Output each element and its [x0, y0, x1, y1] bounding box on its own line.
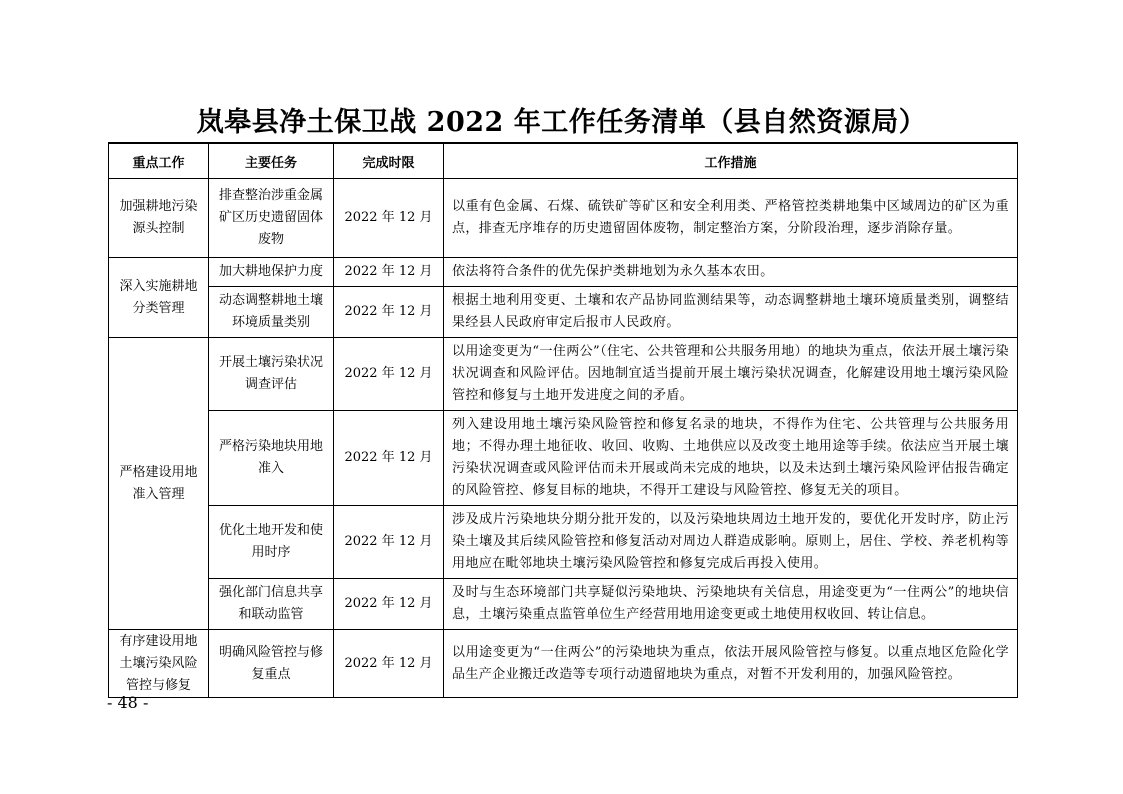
- measure-cell: 依法将符合条件的优先保护类耕地划为永久基本农田。: [444, 258, 1018, 287]
- table-row: [109, 579, 1018, 630]
- task-cell: 强化部门信息共享和联动监管: [209, 579, 334, 630]
- deadline-cell: 2022 年 12 月: [334, 630, 444, 698]
- page-title: 岚皋县净土保卫战 2022 年工作任务清单（县自然资源局）: [196, 107, 927, 138]
- measure-cell: 及时与生态环境部门共享疑似污染地块、污染地块有关信息，用途变更为“一住两公”的地块信息，土壤污染重点监管单位生产经营用地用途变更或土地使用权收回、转让信息。: [444, 579, 1018, 630]
- task-cell: 严格污染地块用地准入: [209, 411, 334, 506]
- measure-cell: 列入建设用地土壤污染风险管控和修复名录的地块，不得作为住宅、公共管理与公共服务用地；不得办理土地征收、收回、收购、土地供应以及改变土地用途等手续。依法应当开展土壤污染状况调查或风险评估而未开展或尚未完成的地块，以及未达到土壤污染风险评估报告确定的风险管控、修复目标的地块，不得开工建设与风险管控、修复无关的项目。: [444, 411, 1018, 506]
- key-work-cell: 加强耕地污染源头控制: [109, 179, 209, 258]
- table-row: [109, 179, 1018, 258]
- table-row: [109, 287, 1018, 338]
- measure-cell: 以重有色金属、石煤、硫铁矿等矿区和安全利用类、严格管控类耕地集中区域周边的矿区为重点，排查无序堆存的历史遗留固体废物，制定整治方案，分阶段治理，逐步消除存量。: [444, 179, 1018, 258]
- task-cell: 明确风险管控与修复重点: [209, 630, 334, 698]
- deadline-cell: 2022 年 12 月: [334, 506, 444, 579]
- deadline-cell: 2022 年 12 月: [334, 179, 444, 258]
- key-work-cell: 有序建设用地土壤污染风险管控与修复: [109, 630, 209, 698]
- table-header-row: [109, 143, 1018, 179]
- header-deadline: 完成时限: [334, 143, 444, 179]
- deadline-cell: 2022 年 12 月: [334, 287, 444, 338]
- task-cell: 开展土壤污染状况调查评估: [209, 338, 334, 411]
- table-row: [109, 411, 1018, 506]
- table-row: [109, 630, 1018, 698]
- deadline-cell: 2022 年 12 月: [334, 579, 444, 630]
- table-row: [109, 506, 1018, 579]
- key-work-cell: 深入实施耕地分类管理: [109, 258, 209, 338]
- table-row: [109, 338, 1018, 411]
- deadline-cell: 2022 年 12 月: [334, 258, 444, 287]
- task-cell: 优化土地开发和使用时序: [209, 506, 334, 579]
- task-cell: 排查整治涉重金属矿区历史遗留固体废物: [209, 179, 334, 258]
- task-cell: 加大耕地保护力度: [209, 258, 334, 287]
- header-key-work: 重点工作: [109, 143, 209, 179]
- task-table: [108, 142, 1018, 698]
- page-number: - 48 -: [107, 693, 149, 712]
- deadline-cell: 2022 年 12 月: [334, 411, 444, 506]
- key-work-cell: 严格建设用地准入管理: [109, 338, 209, 630]
- table-row: [109, 258, 1018, 287]
- measure-cell: 涉及成片污染地块分期分批开发的，以及污染地块周边土地开发的，要优化开发时序，防止污染土壤及其后续风险管控和修复活动对周边人群造成影响。原则上，居住、学校、养老机构等用地应在毗邻地块土壤污染风险管控和修复完成后再投入使用。: [444, 506, 1018, 579]
- task-cell: 动态调整耕地土壤环境质量类别: [209, 287, 334, 338]
- measure-cell: 以用途变更为“一住两公”的污染地块为重点，依法开展风险管控与修复。以重点地区危险化学品生产企业搬迁改造等专项行动遗留地块为重点，对暂不开发利用的，加强风险管控。: [444, 630, 1018, 698]
- measure-cell: 根据土地利用变更、土壤和农产品协同监测结果等，动态调整耕地土壤环境质量类别，调整结果经县人民政府审定后报市人民政府。: [444, 287, 1018, 338]
- header-main-task: 主要任务: [209, 143, 334, 179]
- measure-cell: 以用途变更为“一住两公”（住宅、公共管理和公共服务用地）的地块为重点，依法开展土壤污染状况调查和风险评估。因地制宜适当提前开展土壤污染状况调查，化解建设用地土壤污染风险管控和修复与土地开发进度之间的矛盾。: [444, 338, 1018, 411]
- deadline-cell: 2022 年 12 月: [334, 338, 444, 411]
- header-measures: 工作措施: [444, 143, 1018, 179]
